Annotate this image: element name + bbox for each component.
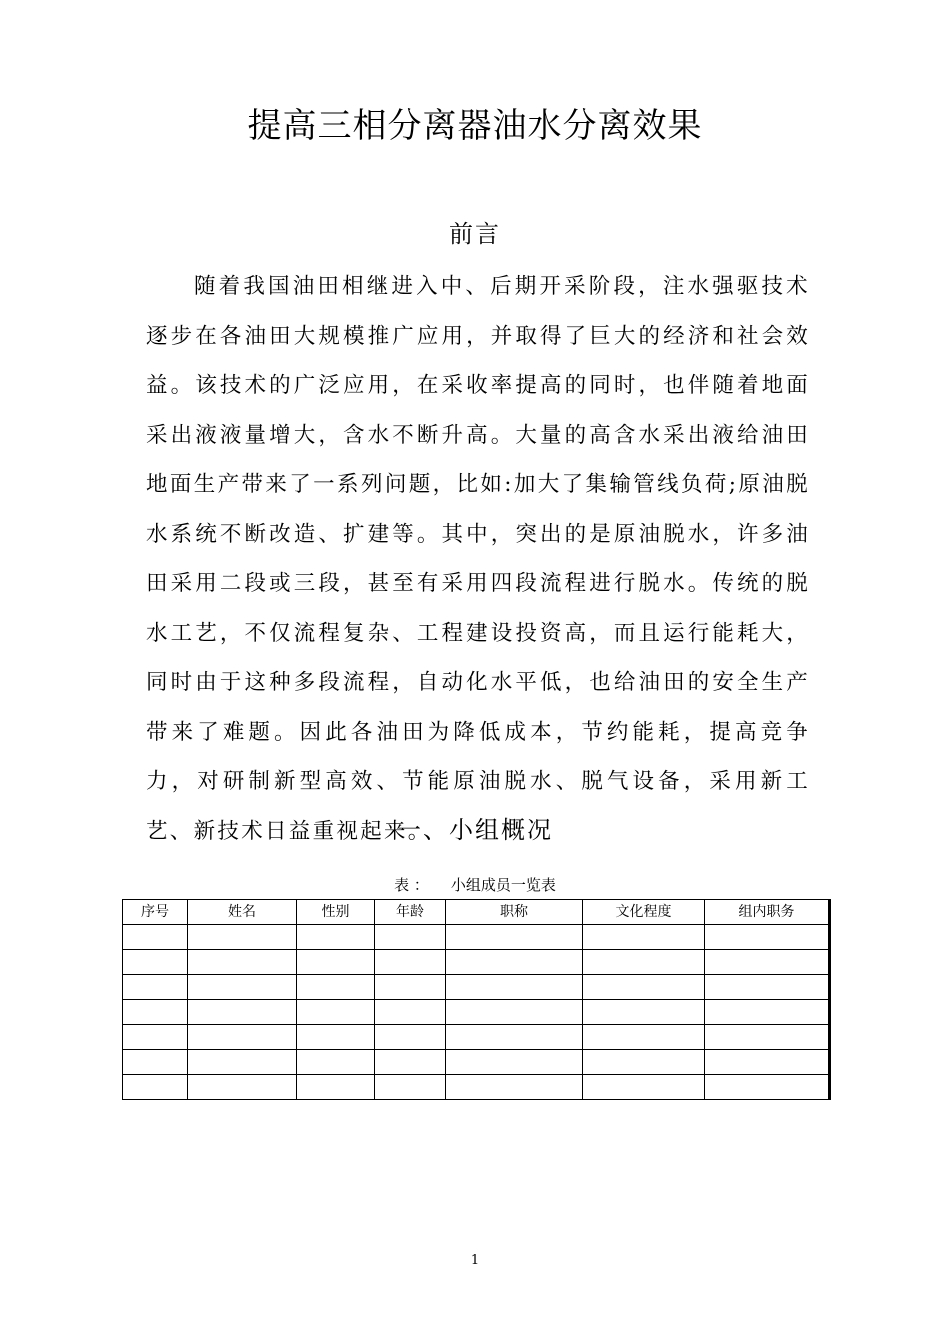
table-cell bbox=[583, 1000, 705, 1025]
page-number: 1 bbox=[470, 1253, 480, 1268]
table-cell bbox=[583, 925, 705, 950]
table-row bbox=[123, 1050, 830, 1075]
table-cell bbox=[583, 1050, 705, 1075]
table-cell bbox=[583, 950, 705, 975]
table-cell bbox=[446, 925, 583, 950]
member-table-body bbox=[123, 925, 830, 1100]
table-row bbox=[123, 1075, 830, 1100]
table-cell bbox=[123, 925, 188, 950]
table-cell bbox=[123, 975, 188, 1000]
member-table bbox=[122, 899, 831, 1100]
table-caption-text: 小组成员一览表 bbox=[450, 876, 556, 894]
table-cell bbox=[188, 1050, 297, 1075]
table-cell bbox=[123, 1050, 188, 1075]
table-cell bbox=[297, 975, 375, 1000]
table-cell bbox=[446, 950, 583, 975]
table-cell bbox=[375, 925, 446, 950]
table-cell bbox=[297, 1025, 375, 1050]
table-cell bbox=[297, 925, 375, 950]
table-cell bbox=[705, 1075, 830, 1100]
table-row bbox=[123, 950, 830, 975]
table-row bbox=[123, 1025, 830, 1050]
table-cell bbox=[297, 950, 375, 975]
table-cell bbox=[583, 1075, 705, 1100]
document-title: 提高三相分离器油水分离效果 bbox=[247, 106, 703, 146]
column-header-role: 组内职务 bbox=[705, 900, 830, 925]
table-row bbox=[123, 975, 830, 1000]
table-cell bbox=[375, 950, 446, 975]
table-cell bbox=[297, 1050, 375, 1075]
table-cell bbox=[123, 1000, 188, 1025]
column-header-name: 姓名 bbox=[188, 900, 297, 925]
table-cell bbox=[375, 1075, 446, 1100]
column-header-age: 年龄 bbox=[375, 900, 446, 925]
table-cell bbox=[446, 1025, 583, 1050]
table-cell bbox=[188, 975, 297, 1000]
table-cell bbox=[705, 1050, 830, 1075]
table-cell bbox=[705, 1025, 830, 1050]
table-caption bbox=[0, 874, 950, 896]
preface-heading: 前言 bbox=[449, 220, 501, 248]
table-cell bbox=[583, 975, 705, 1000]
column-header-education: 文化程度 bbox=[583, 900, 705, 925]
table-header-row bbox=[123, 900, 830, 925]
table-cell bbox=[188, 950, 297, 975]
table-caption-prefix: 表 ： bbox=[394, 876, 429, 894]
table-cell bbox=[123, 950, 188, 975]
table-cell bbox=[188, 1000, 297, 1025]
table-row bbox=[123, 1000, 830, 1025]
table-cell bbox=[705, 950, 830, 975]
table-cell bbox=[446, 1000, 583, 1025]
table-row bbox=[123, 925, 830, 950]
table-cell bbox=[705, 925, 830, 950]
table-cell bbox=[583, 1025, 705, 1050]
column-header-gender: 性别 bbox=[297, 900, 375, 925]
table-cell bbox=[188, 1075, 297, 1100]
table-cell bbox=[297, 1000, 375, 1025]
table-cell bbox=[188, 1025, 297, 1050]
table-cell bbox=[375, 1025, 446, 1050]
table-cell bbox=[188, 925, 297, 950]
column-header-title: 职称 bbox=[446, 900, 583, 925]
table-cell bbox=[123, 1075, 188, 1100]
table-cell bbox=[705, 1000, 830, 1025]
table-cell bbox=[705, 975, 830, 1000]
column-header-index: 序号 bbox=[123, 900, 188, 925]
table-cell bbox=[375, 1050, 446, 1075]
table-cell bbox=[446, 1075, 583, 1100]
preface-paragraph: 随着我国油田相继进入中、后期开采阶段，注水强驱技术逐步在各油田大规模推广应用，并取得了巨大的经济和社会效益。该技术的广泛应用，在采收率提高的同时，也伴随着地面采出液液量增大，含水不断升高。大量的高含水采出液给油田地面生产带来了一系列问题，比如:加大了集输管线负荷;原油脱水系统不断改造、扩建等。其中，突出的是原油脱水，许多油田采用二段或三段，甚至有采用四段流程进行脱水。传统的脱水工艺，不仅流程复杂、工程建设投资高，而且运行能耗大，同时由于这种多段流程，自动化水平低，也给油田的安全生产带来了难题。因此各油田为降低成本，节约能耗，提高竞争力，对研制新型高效、节能原油脱水、脱气设备，采用新工艺、新技术日益重视起来。 bbox=[146, 274, 810, 844]
table-cell bbox=[446, 1050, 583, 1075]
table-cell bbox=[375, 975, 446, 1000]
table-cell bbox=[123, 1025, 188, 1050]
section-heading-group-overview: 一、小组概况 bbox=[397, 816, 553, 844]
table-cell bbox=[297, 1075, 375, 1100]
table-cell bbox=[375, 1000, 446, 1025]
table-cell bbox=[446, 975, 583, 1000]
